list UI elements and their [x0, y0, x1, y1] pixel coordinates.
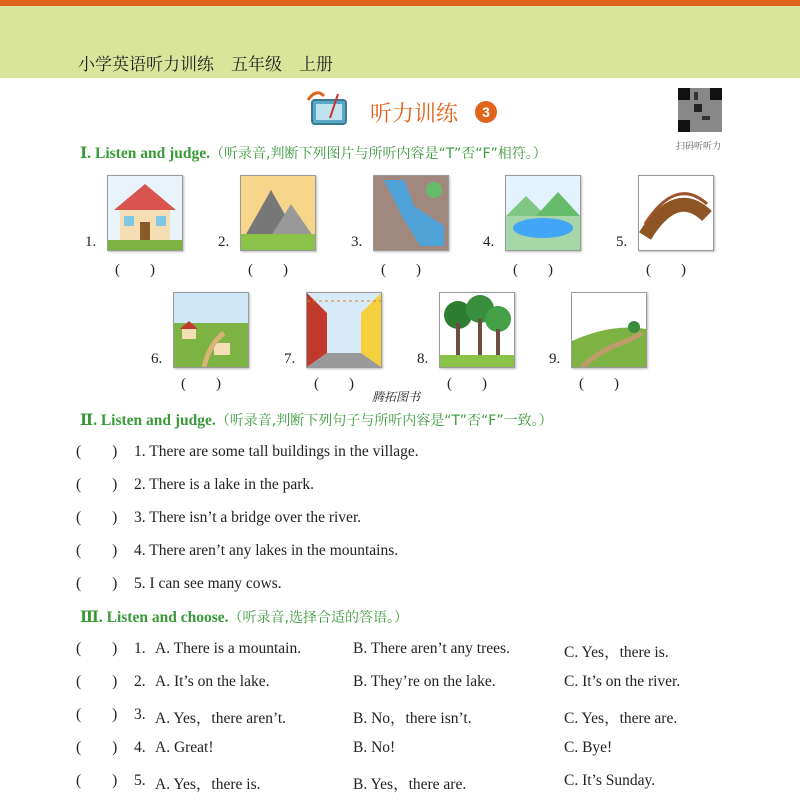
qr-caption: 扫码听听力: [676, 142, 722, 152]
option-b: B. They’re on the lake.: [353, 673, 496, 690]
section-1-heading: [80, 143, 547, 163]
picture-number: 7.: [284, 351, 296, 367]
picture-number: 6.: [151, 351, 163, 367]
picture-number: 9.: [549, 351, 561, 367]
exercise-number-badge: 3: [475, 101, 497, 123]
statement: 5. I can see many cows.: [134, 575, 282, 592]
answer-blank[interactable]: ( ): [115, 262, 155, 278]
section-2-heading: [80, 410, 553, 430]
mountain-icon: [240, 175, 316, 251]
answer-blank[interactable]: ( ): [76, 542, 118, 559]
question-number: 1.: [134, 640, 146, 657]
option-a: A. It’s on the lake.: [155, 673, 270, 690]
answer-blank[interactable]: ( ): [76, 772, 118, 789]
section-2-instructions: （听录音,判断下列句子与所听内容是“T”否“F”一致。）: [215, 413, 553, 429]
picture-number: 3.: [351, 234, 363, 250]
option-a: A. Yes，there is.: [155, 776, 261, 793]
option-b: B. Yes，there are.: [353, 776, 467, 793]
picture-number: 2.: [218, 234, 230, 250]
option-a: A. There is a mountain.: [155, 640, 302, 657]
option-c: C. It’s on the river.: [564, 673, 681, 690]
section-3-heading: [80, 607, 408, 627]
option-c: C. It’s Sunday.: [564, 772, 656, 789]
option-c: C. Bye!: [564, 739, 613, 756]
picture-number: 1.: [85, 234, 97, 250]
option-b: B. No!: [353, 739, 396, 756]
statement: 2. There is a lake in the park.: [134, 476, 315, 493]
answer-blank[interactable]: ( ): [181, 376, 221, 392]
picture-number: 8.: [417, 351, 429, 367]
answer-blank[interactable]: ( ): [76, 706, 118, 723]
option-a: A. Yes，there aren’t.: [155, 710, 287, 727]
section-3-title: Ⅲ. Listen and choose.: [80, 609, 229, 626]
answer-blank[interactable]: ( ): [76, 476, 118, 493]
path-hill-icon: [571, 292, 647, 368]
picture-number: 5.: [616, 234, 628, 250]
answer-blank[interactable]: ( ): [381, 262, 421, 278]
exercise-title: 听力训练: [370, 102, 459, 127]
forest-icon: [439, 292, 515, 368]
statement: 3. There isn’t a bridge over the river.: [134, 509, 362, 526]
bridge-icon: [638, 175, 714, 251]
answer-blank[interactable]: ( ): [646, 262, 686, 278]
street-icon: [306, 292, 382, 368]
answer-blank[interactable]: ( ): [76, 739, 118, 756]
lake-icon: [505, 175, 581, 251]
village-icon: [173, 292, 249, 368]
river-icon: [373, 175, 449, 251]
picture-number: 4.: [483, 234, 495, 250]
tablet-headphones-icon: [302, 88, 352, 128]
option-c: C. Yes，there are.: [564, 710, 678, 727]
option-b: B. No，there isn’t.: [353, 710, 472, 727]
answer-blank[interactable]: ( ): [76, 640, 118, 657]
option-b: B. There aren’t any trees.: [353, 640, 510, 657]
question-number: 4.: [134, 739, 146, 756]
question-number: 3.: [134, 706, 146, 723]
section-1-instructions: （听录音,判断下列图片与所听内容是“T”否“F”相符。）: [210, 146, 547, 162]
answer-blank[interactable]: ( ): [76, 509, 118, 526]
section-3-instructions: （听录音,选择合适的答语。）: [228, 610, 408, 626]
house-icon: [107, 175, 183, 251]
qr-code-icon[interactable]: [678, 88, 722, 132]
option-c: C. Yes，there is.: [564, 644, 669, 661]
book-title: 小学英语听力训练 五年级 上册: [78, 55, 333, 75]
answer-blank[interactable]: ( ): [76, 575, 118, 592]
answer-blank[interactable]: ( ): [447, 376, 487, 392]
option-a: A. Great!: [155, 739, 214, 756]
statement: 4. There aren’t any lakes in the mountains.: [134, 542, 399, 559]
statement: 1. There are some tall buildings in the village.: [134, 443, 419, 460]
section-1-title: Ⅰ. Listen and judge.: [80, 145, 210, 162]
answer-blank[interactable]: ( ): [513, 262, 553, 278]
answer-blank[interactable]: ( ): [76, 673, 118, 690]
section-2-title: Ⅱ. Listen and judge.: [80, 412, 216, 429]
question-number: 5.: [134, 772, 146, 789]
answer-blank[interactable]: ( ): [579, 376, 619, 392]
watermark: 腾拓图书: [372, 390, 421, 404]
answer-blank[interactable]: ( ): [314, 376, 354, 392]
question-number: 2.: [134, 673, 146, 690]
answer-blank[interactable]: ( ): [76, 443, 118, 460]
answer-blank[interactable]: ( ): [248, 262, 288, 278]
